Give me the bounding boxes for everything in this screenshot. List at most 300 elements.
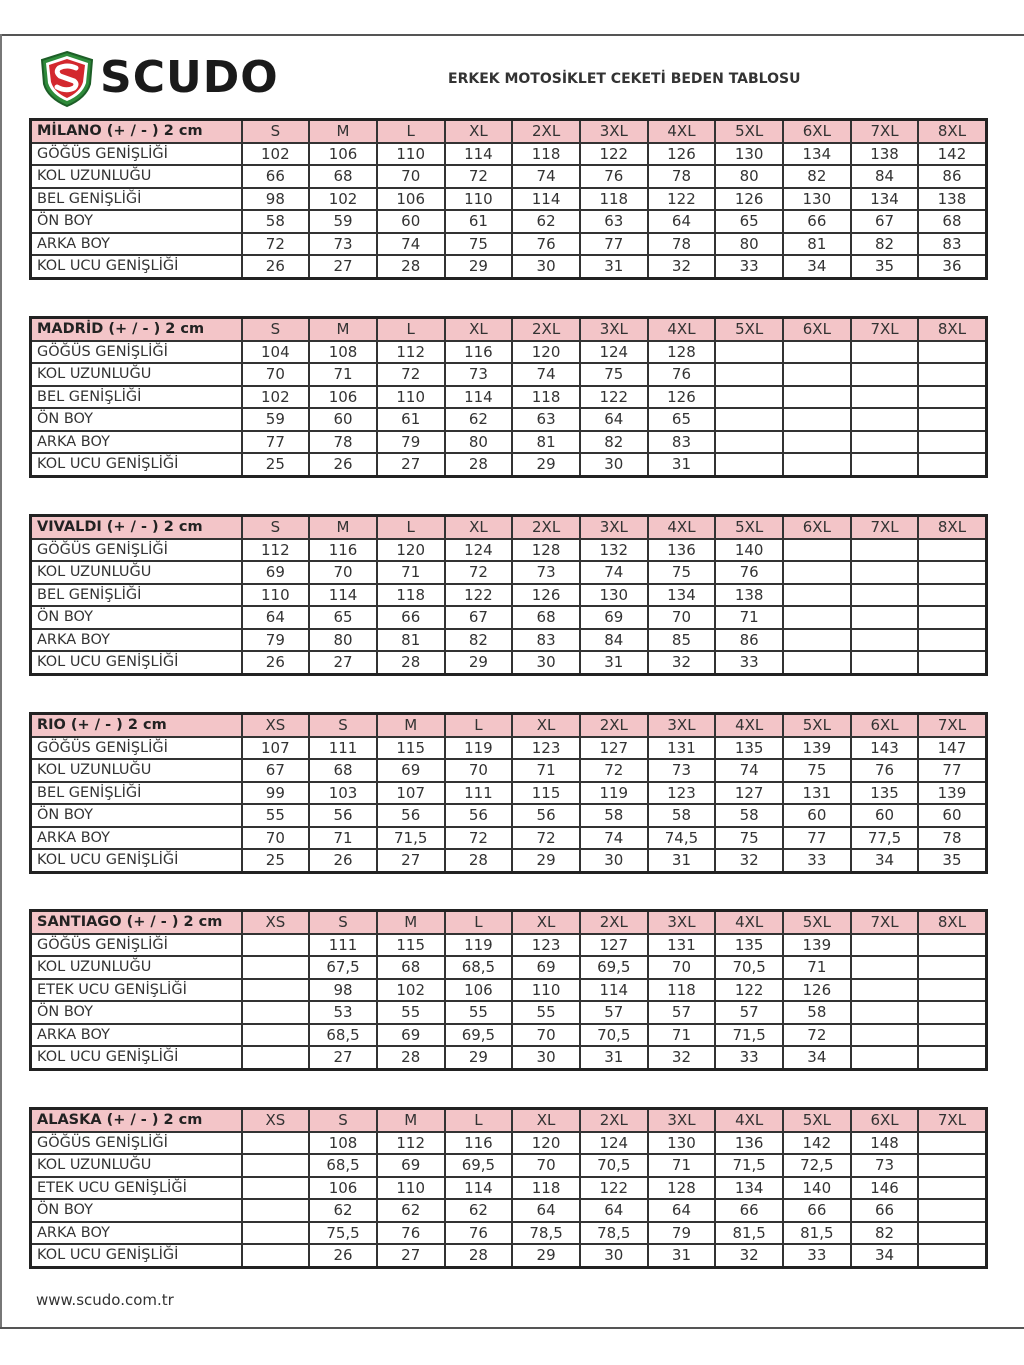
measurement-cell: 112 — [377, 341, 445, 364]
measurement-cell: 55 — [377, 1001, 445, 1024]
measurement-cell — [918, 1177, 986, 1200]
size-header-cell: 2XL — [580, 1109, 648, 1132]
size-header-cell: 4XL — [648, 318, 716, 341]
size-header-cell: 4XL — [715, 1109, 783, 1132]
measurement-cell: 72 — [445, 165, 513, 188]
row-label: KOL UZUNLUĞU — [31, 1154, 242, 1177]
measurement-cell — [918, 1132, 986, 1155]
measurement-cell: 75 — [648, 561, 716, 584]
measurement-cell: 55 — [242, 804, 310, 827]
measurement-cell: 78,5 — [580, 1222, 648, 1245]
table-title: VIVALDI (+ / - ) 2 cm — [31, 516, 242, 539]
measurement-cell: 106 — [377, 188, 445, 211]
size-header-cell: XS — [242, 714, 310, 737]
measurement-cell — [918, 1024, 986, 1047]
measurement-cell: 70 — [512, 1154, 580, 1177]
measurement-cell: 27 — [309, 1046, 377, 1069]
measurement-cell — [918, 363, 986, 386]
measurement-cell: 66 — [377, 606, 445, 629]
measurement-cell: 53 — [309, 1001, 377, 1024]
size-header-cell: 7XL — [851, 120, 919, 143]
row-label: KOL UCU GENİŞLİĞİ — [31, 651, 242, 674]
measurement-cell: 62 — [512, 210, 580, 233]
measurement-cell: 58 — [580, 804, 648, 827]
row-label: KOL UZUNLUĞU — [31, 363, 242, 386]
measurement-cell — [918, 539, 986, 562]
measurement-cell: 140 — [783, 1177, 851, 1200]
measurement-cell — [918, 1046, 986, 1069]
row-label: GÖĞÜS GENİŞLİĞİ — [31, 737, 242, 760]
measurement-cell — [851, 979, 919, 1002]
measurement-cell — [242, 1177, 310, 1200]
measurement-cell: 73 — [445, 363, 513, 386]
size-header-cell: 2XL — [512, 516, 580, 539]
row-label: BEL GENİŞLİĞİ — [31, 584, 242, 607]
measurement-cell: 69 — [512, 956, 580, 979]
measurement-cell: 35 — [851, 255, 919, 278]
measurement-cell: 29 — [445, 255, 513, 278]
measurement-cell — [783, 651, 851, 674]
size-header-cell: M — [377, 911, 445, 934]
measurement-cell: 32 — [648, 1046, 716, 1069]
measurement-cell: 102 — [242, 386, 310, 409]
measurement-cell: 75,5 — [309, 1222, 377, 1245]
measurement-cell: 147 — [918, 737, 986, 760]
measurement-cell: 71 — [309, 363, 377, 386]
measurement-cell: 26 — [242, 255, 310, 278]
measurement-cell: 114 — [580, 979, 648, 1002]
measurement-cell: 78 — [648, 165, 716, 188]
size-header-cell: S — [242, 318, 310, 341]
measurement-cell — [715, 386, 783, 409]
measurement-cell: 72,5 — [783, 1154, 851, 1177]
row-label: KOL UCU GENİŞLİĞİ — [31, 1244, 242, 1267]
size-header-cell: 4XL — [648, 120, 716, 143]
size-header-cell: 2XL — [512, 318, 580, 341]
measurement-cell: 78 — [648, 233, 716, 256]
size-table — [29, 909, 988, 1071]
measurement-cell: 106 — [309, 386, 377, 409]
table-header-row — [31, 1109, 987, 1132]
brand-logo — [38, 50, 338, 108]
measurement-cell: 115 — [377, 737, 445, 760]
size-header-cell: S — [309, 911, 377, 934]
measurement-cell: 110 — [377, 1177, 445, 1200]
measurement-cell: 134 — [715, 1177, 783, 1200]
measurement-cell: 28 — [377, 255, 445, 278]
measurement-cell — [851, 584, 919, 607]
table-row — [31, 606, 987, 629]
measurement-cell: 30 — [580, 849, 648, 872]
measurement-cell: 126 — [648, 143, 716, 166]
measurement-cell: 56 — [309, 804, 377, 827]
measurement-cell: 26 — [309, 453, 377, 476]
size-header-cell: L — [377, 318, 445, 341]
table-title: MADRİD (+ / - ) 2 cm — [31, 318, 242, 341]
measurement-cell: 102 — [377, 979, 445, 1002]
measurement-cell — [783, 539, 851, 562]
size-header-cell: 6XL — [783, 516, 851, 539]
measurement-cell: 102 — [242, 143, 310, 166]
measurement-cell: 114 — [445, 1177, 513, 1200]
size-header-cell: XL — [512, 911, 580, 934]
measurement-cell: 60 — [377, 210, 445, 233]
measurement-cell: 77 — [918, 759, 986, 782]
measurement-cell: 70 — [309, 561, 377, 584]
measurement-cell: 120 — [512, 1132, 580, 1155]
measurement-cell: 55 — [445, 1001, 513, 1024]
size-header-cell: L — [445, 714, 513, 737]
measurement-cell: 62 — [445, 408, 513, 431]
measurement-cell: 116 — [445, 1132, 513, 1155]
table-row — [31, 737, 987, 760]
measurement-cell: 25 — [242, 453, 310, 476]
table-row — [31, 210, 987, 233]
size-header-cell: 5XL — [783, 911, 851, 934]
measurement-cell: 126 — [648, 386, 716, 409]
measurement-cell: 80 — [445, 431, 513, 454]
measurement-cell: 69,5 — [445, 1024, 513, 1047]
measurement-cell: 84 — [851, 165, 919, 188]
measurement-cell: 69 — [377, 1154, 445, 1177]
measurement-cell: 108 — [309, 1132, 377, 1155]
table-title: SANTIAGO (+ / - ) 2 cm — [31, 911, 242, 934]
measurement-cell: 74 — [715, 759, 783, 782]
size-header-cell: 3XL — [580, 318, 648, 341]
measurement-cell: 68,5 — [445, 956, 513, 979]
measurement-cell: 30 — [580, 453, 648, 476]
measurement-cell: 120 — [512, 341, 580, 364]
measurement-cell — [242, 1024, 310, 1047]
size-header-cell: 4XL — [715, 714, 783, 737]
measurement-cell: 75 — [580, 363, 648, 386]
measurement-cell — [918, 1154, 986, 1177]
size-header-cell: L — [377, 120, 445, 143]
measurement-cell: 30 — [512, 1046, 580, 1069]
measurement-cell — [918, 1222, 986, 1245]
measurement-cell: 32 — [648, 255, 716, 278]
table-row — [31, 827, 987, 850]
table-row — [31, 386, 987, 409]
table-row — [31, 1132, 987, 1155]
measurement-cell: 139 — [918, 782, 986, 805]
measurement-cell: 28 — [377, 651, 445, 674]
row-label: ARKA BOY — [31, 1024, 242, 1047]
measurement-cell: 128 — [512, 539, 580, 562]
measurement-cell: 57 — [580, 1001, 648, 1024]
measurement-cell: 70 — [648, 956, 716, 979]
size-table — [29, 118, 988, 280]
measurement-cell: 78 — [918, 827, 986, 850]
measurement-cell: 60 — [918, 804, 986, 827]
measurement-cell: 80 — [715, 233, 783, 256]
row-label: ETEK UCU GENİŞLİĞİ — [31, 979, 242, 1002]
page-border-top — [0, 34, 1024, 36]
measurement-cell: 120 — [377, 539, 445, 562]
measurement-cell: 82 — [851, 1222, 919, 1245]
measurement-cell: 83 — [648, 431, 716, 454]
measurement-cell: 122 — [445, 584, 513, 607]
measurement-cell: 84 — [580, 629, 648, 652]
row-label: BEL GENİŞLİĞİ — [31, 782, 242, 805]
measurement-cell: 130 — [648, 1132, 716, 1155]
measurement-cell: 59 — [242, 408, 310, 431]
measurement-cell: 76 — [377, 1222, 445, 1245]
row-label: ARKA BOY — [31, 629, 242, 652]
measurement-cell: 71,5 — [715, 1154, 783, 1177]
measurement-cell: 62 — [445, 1199, 513, 1222]
measurement-cell: 29 — [512, 453, 580, 476]
measurement-cell: 70 — [512, 1024, 580, 1047]
measurement-cell: 76 — [512, 233, 580, 256]
measurement-cell: 81 — [377, 629, 445, 652]
measurement-cell: 28 — [445, 453, 513, 476]
table-row — [31, 1177, 987, 1200]
measurement-cell: 71 — [377, 561, 445, 584]
measurement-cell: 30 — [512, 255, 580, 278]
measurement-cell: 68 — [377, 956, 445, 979]
size-header-cell: 6XL — [851, 714, 919, 737]
measurement-cell: 148 — [851, 1132, 919, 1155]
size-header-cell: 5XL — [715, 516, 783, 539]
size-header-cell: 8XL — [918, 120, 986, 143]
measurement-cell — [918, 1244, 986, 1267]
size-header-cell: 6XL — [783, 318, 851, 341]
measurement-cell: 68,5 — [309, 1154, 377, 1177]
table-row — [31, 1001, 987, 1024]
measurement-cell: 31 — [580, 651, 648, 674]
size-header-cell: 4XL — [715, 911, 783, 934]
measurement-cell: 73 — [512, 561, 580, 584]
measurement-cell: 64 — [648, 210, 716, 233]
measurement-cell: 115 — [512, 782, 580, 805]
measurement-cell — [783, 363, 851, 386]
measurement-cell: 72 — [377, 363, 445, 386]
measurement-cell: 62 — [309, 1199, 377, 1222]
measurement-cell: 76 — [851, 759, 919, 782]
row-label: KOL UZUNLUĞU — [31, 165, 242, 188]
measurement-cell: 69 — [377, 759, 445, 782]
measurement-cell: 127 — [580, 934, 648, 957]
measurement-cell: 110 — [445, 188, 513, 211]
size-header-cell: 5XL — [715, 318, 783, 341]
measurement-cell: 98 — [309, 979, 377, 1002]
size-header-cell: L — [377, 516, 445, 539]
size-header-cell: 4XL — [648, 516, 716, 539]
measurement-cell: 34 — [783, 1046, 851, 1069]
measurement-cell: 27 — [377, 1244, 445, 1267]
measurement-cell — [783, 431, 851, 454]
measurement-cell: 70 — [377, 165, 445, 188]
measurement-cell: 86 — [918, 165, 986, 188]
measurement-cell: 58 — [715, 804, 783, 827]
measurement-cell: 135 — [851, 782, 919, 805]
measurement-cell: 34 — [851, 1244, 919, 1267]
measurement-cell: 29 — [512, 1244, 580, 1267]
table-row — [31, 363, 987, 386]
measurement-cell: 81 — [512, 431, 580, 454]
table-header-row — [31, 714, 987, 737]
measurement-cell: 68,5 — [309, 1024, 377, 1047]
size-header-cell: S — [309, 714, 377, 737]
measurement-cell — [918, 629, 986, 652]
size-header-cell: 3XL — [648, 1109, 716, 1132]
size-header-cell: S — [309, 1109, 377, 1132]
measurement-cell — [851, 408, 919, 431]
measurement-cell: 31 — [648, 849, 716, 872]
size-header-cell: 7XL — [851, 318, 919, 341]
measurement-cell — [918, 651, 986, 674]
measurement-cell: 114 — [445, 386, 513, 409]
measurement-cell — [715, 431, 783, 454]
measurement-cell: 110 — [512, 979, 580, 1002]
measurement-cell: 111 — [309, 737, 377, 760]
row-label: KOL UCU GENİŞLİĞİ — [31, 1046, 242, 1069]
table-row — [31, 629, 987, 652]
size-header-cell: 8XL — [918, 911, 986, 934]
measurement-cell: 34 — [851, 849, 919, 872]
measurement-cell — [242, 1222, 310, 1245]
size-header-cell: M — [309, 516, 377, 539]
measurement-cell: 30 — [512, 651, 580, 674]
size-table — [29, 514, 988, 676]
size-header-cell: M — [377, 1109, 445, 1132]
measurement-cell: 66 — [851, 1199, 919, 1222]
measurement-cell — [242, 1132, 310, 1155]
measurement-cell: 122 — [580, 1177, 648, 1200]
row-label: ÖN BOY — [31, 1199, 242, 1222]
measurement-cell — [851, 629, 919, 652]
measurement-cell — [918, 584, 986, 607]
measurement-cell: 119 — [580, 782, 648, 805]
measurement-cell: 115 — [377, 934, 445, 957]
row-label: KOL UZUNLUĞU — [31, 759, 242, 782]
measurement-cell: 138 — [715, 584, 783, 607]
measurement-cell: 58 — [242, 210, 310, 233]
table-row — [31, 431, 987, 454]
measurement-cell: 31 — [648, 453, 716, 476]
measurement-cell: 60 — [309, 408, 377, 431]
measurement-cell: 31 — [580, 255, 648, 278]
measurement-cell: 124 — [445, 539, 513, 562]
table-row — [31, 143, 987, 166]
measurement-cell: 123 — [512, 934, 580, 957]
measurement-cell: 36 — [918, 255, 986, 278]
size-header-cell: S — [242, 120, 310, 143]
measurement-cell: 66 — [242, 165, 310, 188]
measurement-cell: 65 — [309, 606, 377, 629]
measurement-cell — [851, 956, 919, 979]
measurement-cell — [242, 1154, 310, 1177]
measurement-cell: 80 — [715, 165, 783, 188]
measurement-cell: 134 — [648, 584, 716, 607]
table-header-row — [31, 911, 987, 934]
measurement-cell — [783, 453, 851, 476]
measurement-cell: 64 — [580, 408, 648, 431]
measurement-cell — [851, 1001, 919, 1024]
measurement-cell: 131 — [648, 934, 716, 957]
measurement-cell: 77 — [783, 827, 851, 850]
measurement-cell: 67 — [242, 759, 310, 782]
measurement-cell: 67 — [851, 210, 919, 233]
website-url: www.scudo.com.tr — [36, 1291, 174, 1309]
measurement-cell — [851, 539, 919, 562]
measurement-cell — [851, 453, 919, 476]
measurement-cell: 27 — [309, 651, 377, 674]
measurement-cell: 107 — [242, 737, 310, 760]
measurement-cell: 59 — [309, 210, 377, 233]
measurement-cell: 75 — [783, 759, 851, 782]
measurement-cell: 124 — [580, 1132, 648, 1155]
measurement-cell: 139 — [783, 737, 851, 760]
measurement-cell: 31 — [580, 1046, 648, 1069]
measurement-cell: 106 — [445, 979, 513, 1002]
measurement-cell: 86 — [715, 629, 783, 652]
measurement-cell: 25 — [242, 849, 310, 872]
table-row — [31, 408, 987, 431]
measurement-cell: 71 — [648, 1154, 716, 1177]
measurement-cell: 69,5 — [580, 956, 648, 979]
measurement-cell: 67 — [445, 606, 513, 629]
measurement-cell: 71,5 — [715, 1024, 783, 1047]
measurement-cell: 103 — [309, 782, 377, 805]
table-row — [31, 1024, 987, 1047]
table-row — [31, 759, 987, 782]
size-header-cell: 6XL — [783, 120, 851, 143]
measurement-cell — [715, 453, 783, 476]
measurement-cell — [918, 386, 986, 409]
measurement-cell: 138 — [851, 143, 919, 166]
measurement-cell — [851, 561, 919, 584]
measurement-cell: 61 — [377, 408, 445, 431]
measurement-cell: 102 — [309, 188, 377, 211]
measurement-cell: 85 — [648, 629, 716, 652]
measurement-cell: 56 — [512, 804, 580, 827]
page-border-bottom — [0, 1327, 1024, 1329]
measurement-cell: 34 — [783, 255, 851, 278]
measurement-cell — [851, 606, 919, 629]
measurement-cell: 77 — [242, 431, 310, 454]
measurement-cell — [918, 934, 986, 957]
table-title: ALASKA (+ / - ) 2 cm — [31, 1109, 242, 1132]
measurement-cell — [918, 1001, 986, 1024]
size-header-cell: 8XL — [918, 516, 986, 539]
measurement-cell: 139 — [783, 934, 851, 957]
row-label: BEL GENİŞLİĞİ — [31, 386, 242, 409]
table-row — [31, 849, 987, 872]
measurement-cell: 66 — [783, 210, 851, 233]
size-header-cell: XS — [242, 911, 310, 934]
measurement-cell: 99 — [242, 782, 310, 805]
measurement-cell — [715, 341, 783, 364]
measurement-cell: 74 — [580, 561, 648, 584]
measurement-cell: 28 — [445, 1244, 513, 1267]
measurement-cell: 64 — [580, 1199, 648, 1222]
measurement-cell: 27 — [309, 255, 377, 278]
size-header-cell: 7XL — [918, 1109, 986, 1132]
table-title: RIO (+ / - ) 2 cm — [31, 714, 242, 737]
measurement-cell: 81 — [783, 233, 851, 256]
measurement-cell: 55 — [512, 1001, 580, 1024]
size-table — [29, 712, 988, 874]
measurement-cell: 63 — [580, 210, 648, 233]
measurement-cell: 114 — [512, 188, 580, 211]
row-label: ARKA BOY — [31, 827, 242, 850]
table-row — [31, 934, 987, 957]
row-label: BEL GENİŞLİĞİ — [31, 188, 242, 211]
measurement-cell: 130 — [715, 143, 783, 166]
measurement-cell: 35 — [918, 849, 986, 872]
